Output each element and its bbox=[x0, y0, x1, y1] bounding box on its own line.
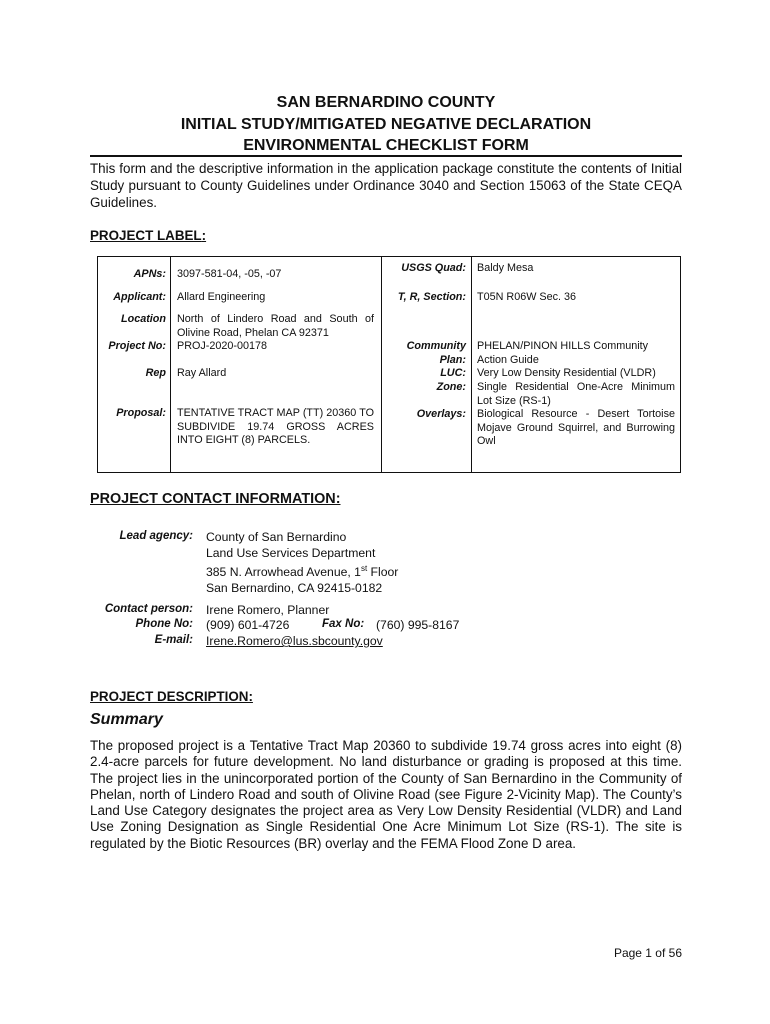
location-label: Location bbox=[121, 313, 166, 325]
lead-agency-value bbox=[206, 530, 398, 595]
trs-label: T, R, Section: bbox=[397, 291, 466, 303]
project-no-value: PROJ-2020-00178 bbox=[177, 340, 268, 352]
project-description-heading: PROJECT DESCRIPTION: bbox=[90, 689, 253, 704]
phone-value: (909) 601-4726 bbox=[206, 618, 290, 632]
contact-person-value: Irene Romero, Planner bbox=[206, 603, 330, 617]
summary-paragraph: The proposed project is a Tentative Tract Map 20360 to subdivide 19.74 gross acres into eight (8) 2.4-acre parcels for future development. No land disturbance or grading is proposed at this time. The project lies in the unincorporated portion of the County of San Bernardino in the Community of Phelan, north of Lindero Road and south of Olivine Road (see Figure 2-Vicinity Map). The County’s Land Use Category designates the project area as Very Low Density Residential (VLDR) and Land Use Zoning Designation as Single Residential One Acre Minimum Lot Size (RS-1). The site is regulated by the Biotic Resources (BR) overlay and the FEMA Flood Zone D area. bbox=[90, 738, 682, 851]
lead-agency-city: San Bernardino, CA 92415-0182 bbox=[206, 581, 383, 596]
zone-label: Zone: bbox=[436, 381, 466, 393]
proposal-label: Proposal: bbox=[116, 407, 166, 419]
zone-value: Single Residential One-Acre Minimum Lot Size (RS-1) bbox=[477, 381, 675, 407]
proposal-value: TENTATIVE TRACT MAP (TT) 20360 TO SUBDIVIDE 19.74 GROSS ACRES INTO EIGHT (8) PARCELS. bbox=[177, 407, 374, 447]
table-divider bbox=[471, 257, 472, 472]
usgs-quad-value: Baldy Mesa bbox=[477, 262, 534, 274]
applicant-value: Allard Engineering bbox=[177, 291, 266, 303]
apns-label: APNs: bbox=[133, 268, 166, 280]
overlays-label: Overlays: bbox=[416, 408, 466, 420]
project-no-label: Project No: bbox=[108, 340, 166, 352]
rep-value: Ray Allard bbox=[177, 367, 227, 379]
doc-title-study: INITIAL STUDY/MITIGATED NEGATIVE DECLARATION bbox=[180, 116, 592, 133]
trs-value: T05N R06W Sec. 36 bbox=[477, 291, 577, 303]
summary-heading: Summary bbox=[90, 711, 163, 728]
title-rule bbox=[90, 155, 682, 157]
community-plan-value: PHELAN/PINON HILLS Community Action Guide bbox=[477, 340, 648, 366]
doc-title-form: ENVIRONMENTAL CHECKLIST FORM bbox=[243, 137, 529, 154]
intro-paragraph: This form and the descriptive information in the application package constitute the contents of Initial Study pursuant to County Guidelines under Ordinance 3040 and Section 15063 of the State CEQA Guidelines. bbox=[90, 161, 682, 210]
lead-agency-label: Lead agency: bbox=[119, 530, 193, 542]
location-value: North of Lindero Road and South of Olivine Road, Phelan CA 92371 bbox=[177, 313, 374, 339]
rep-label: Rep bbox=[145, 367, 166, 379]
usgs-quad-label: USGS Quad: bbox=[401, 262, 466, 274]
contact-person-label: Contact person: bbox=[104, 603, 193, 615]
email-link[interactable]: Irene.Romero@lus.sbcounty.gov bbox=[206, 634, 383, 648]
doc-title-county: SAN BERNARDINO COUNTY bbox=[276, 94, 496, 111]
fax-value: (760) 995-8167 bbox=[376, 618, 460, 632]
lead-agency-street: 385 N. Arrowhead Avenue, 1st Floor bbox=[206, 564, 399, 580]
page-number: Page 1 of 56 bbox=[613, 946, 682, 960]
phone-label: Phone No: bbox=[135, 618, 193, 630]
contact-heading: PROJECT CONTACT INFORMATION: bbox=[90, 491, 341, 507]
table-divider bbox=[170, 257, 171, 472]
project-label-heading: PROJECT LABEL: bbox=[90, 228, 207, 243]
luc-label: LUC: bbox=[440, 367, 466, 379]
email-label: E-mail: bbox=[154, 634, 193, 646]
community-plan-label: Community Plan: bbox=[406, 340, 466, 366]
applicant-label: Applicant: bbox=[113, 291, 166, 303]
overlays-value: Biological Resource - Desert Tortoise Mojave Ground Squirrel, and Burrowing Owl bbox=[477, 408, 675, 448]
project-label-table bbox=[97, 256, 681, 473]
fax-label: Fax No: bbox=[322, 618, 365, 630]
lead-agency-dept: Land Use Services Department bbox=[206, 546, 376, 560]
lead-agency-name: County of San Bernardino bbox=[206, 530, 347, 544]
apns-value: 3097-581-04, -05, -07 bbox=[177, 268, 282, 280]
luc-value: Very Low Density Residential (VLDR) bbox=[477, 367, 656, 379]
